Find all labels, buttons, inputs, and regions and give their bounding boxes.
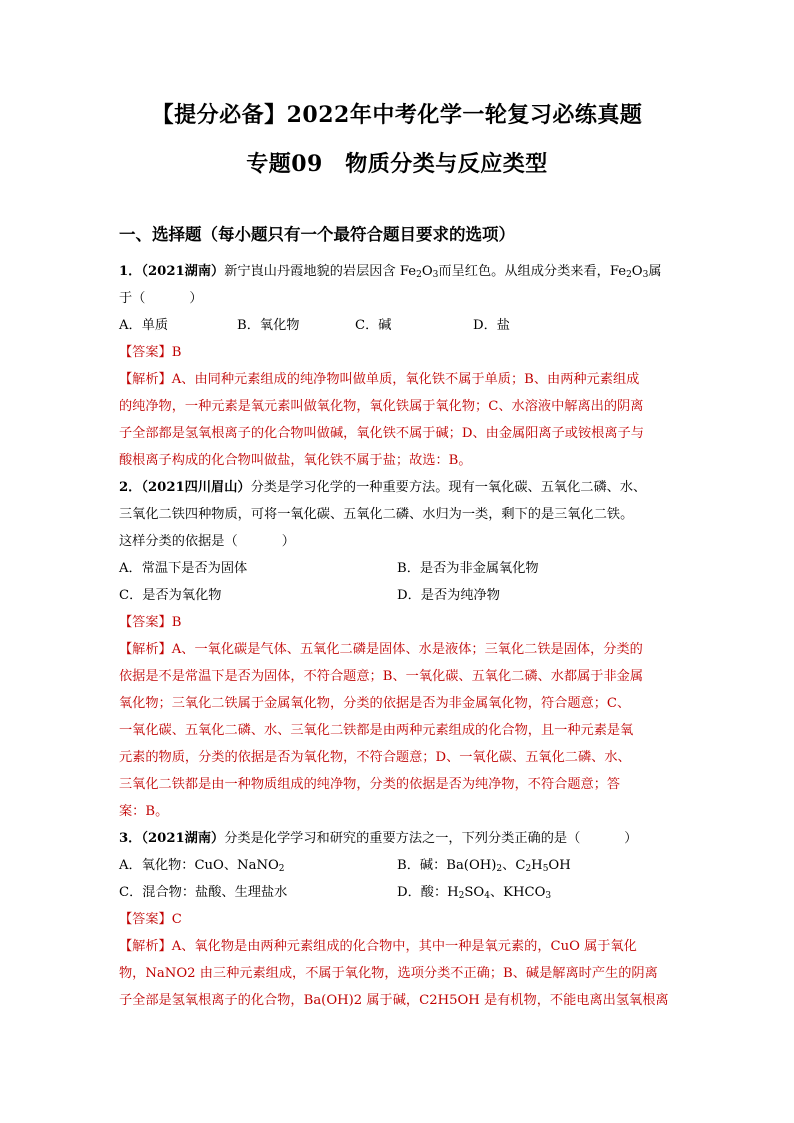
explanation-line: 案：B。: [119, 804, 169, 819]
option-d: D．酸：$H_2SO_4$、$KHCO_3$: [397, 885, 552, 901]
option-a: A．氧化物：CuO、NaNO$_2$: [119, 858, 285, 874]
explanation: 【解析】A、由同种元素组成的纯净物叫做单质，氧化铁不属于单质；B、由两种元素组成: [119, 372, 640, 387]
option-c: C．碱: [355, 318, 392, 333]
question-2-stem-cont: 这样分类的依据是（ ）: [119, 534, 295, 549]
explanation-line: 子全部是氢氧根离子的化合物，Ba(OH)2 属于碱，C2H5OH 是有机物，不能电离出氢氧根离: [119, 993, 669, 1008]
question-1-stem-cont: 于（ ）: [119, 291, 203, 306]
question-source: （2021湖南）: [141, 264, 225, 279]
explanation-line: 元素的物质，分类的依据是否为氧化物，不符合题意；D、一氧化碳、五氧化二磷、水、: [119, 750, 631, 765]
question-3-options-row2: [119, 879, 679, 906]
explanation: 【解析】A、一氧化碳是气体、五氧化二磷是固体、水是液体；三氧化二铁是固体，分类的: [119, 642, 643, 657]
question-source: （2021四川眉山）: [141, 480, 251, 495]
explanation-line: 依据是不是常温下是否为固体，不符合题意；B、一氧化碳、五氧化二磷、水都属于非金属: [119, 669, 643, 684]
question-list: [119, 258, 679, 1014]
explanation-line: 氧化物；三氧化二铁属于金属氧化物，分类的依据是否为非金属氧化物，符合题意；C、: [119, 696, 631, 711]
explanation-line: 一氧化碳、五氧化二磷、水、三氧化二铁都是由两种元素组成的化合物，且一种元素是氧: [119, 723, 634, 738]
option-a: A．单质: [119, 318, 169, 333]
question-2-stem: 2．（2021四川眉山）分类是学习化学的一种重要方法。现有一氧化碳、五氧化二磷、水、: [119, 480, 647, 495]
question-2-options-row2: [119, 582, 679, 609]
explanation: 【解析】A、氧化物是由两种元素组成的化合物中，其中一种是氧元素的，CuO 属于氧化: [119, 939, 637, 954]
answer-label: 【答案】B: [119, 345, 182, 360]
explanation-line: 子全部都是氢氧根离子的化合物叫做碱，氧化铁不属于碱；D、由金属阳离子或铵根离子与: [119, 426, 644, 441]
question-source: （2021湖南）: [141, 831, 225, 846]
section-heading: 一、选择题（每小题只有一个最符合题目要求的选项）: [119, 225, 515, 244]
document-title: 【提分必备】2022年中考化学一轮复习必练真题: [151, 102, 643, 128]
option-c: C．混合物：盐酸、生理盐水: [119, 885, 288, 900]
explanation-line: 三氧化二铁都是由一种物质组成的纯净物，分类的依据是否为纯净物，不符合题意；答: [119, 777, 621, 792]
question-2-stem-cont: 三氧化二铁四种物质，可将一氧化碳、五氧化二磷、水归为一类，剩下的是三氧化二铁。: [119, 507, 634, 522]
explanation-line: 的纯净物，一种元素是氧元素叫做氧化物，氧化铁属于氧化物；C、水溶液中解离出的阴离: [119, 399, 644, 414]
question-1-options: [119, 312, 679, 339]
option-d: D．盐: [473, 318, 510, 333]
question-2-options-row1: [119, 555, 679, 582]
question-1-stem: 1．（2021湖南）新宁崀山丹霞地貌的岩层因含 $Fe_2O_3$而呈红色。从组成分类来看，$Fe_2O_3$属: [119, 264, 662, 280]
question-3-options-row1: [119, 852, 679, 879]
option-a: A．常温下是否为固体: [119, 561, 248, 576]
answer-label: 【答案】C: [119, 912, 182, 927]
explanation-line: 物，NaNO2 由三种元素组成，不属于氧化物，选项分类不正确；B、碱是解离时产生的阴离: [119, 966, 658, 981]
option-c: C．是否为氧化物: [119, 588, 222, 603]
option-b: B．是否为非金属氧化物: [397, 561, 539, 576]
option-b: B．氧化物: [237, 318, 300, 333]
option-b: B．碱：$Ba(OH)_2$、$C_2H_5OH$: [397, 858, 571, 874]
explanation-line: 酸根离子构成的化合物叫做盐，氧化铁不属于盐；故选：B。: [119, 453, 472, 468]
option-d: D．是否为纯净物: [397, 588, 500, 603]
answer-label: 【答案】B: [119, 615, 182, 630]
document-subtitle: 专题09 物质分类与反应类型: [246, 151, 548, 177]
question-3-stem: 3．（2021湖南）分类是化学学习和研究的重要方法之一，下列分类正确的是（ ）: [119, 831, 638, 846]
